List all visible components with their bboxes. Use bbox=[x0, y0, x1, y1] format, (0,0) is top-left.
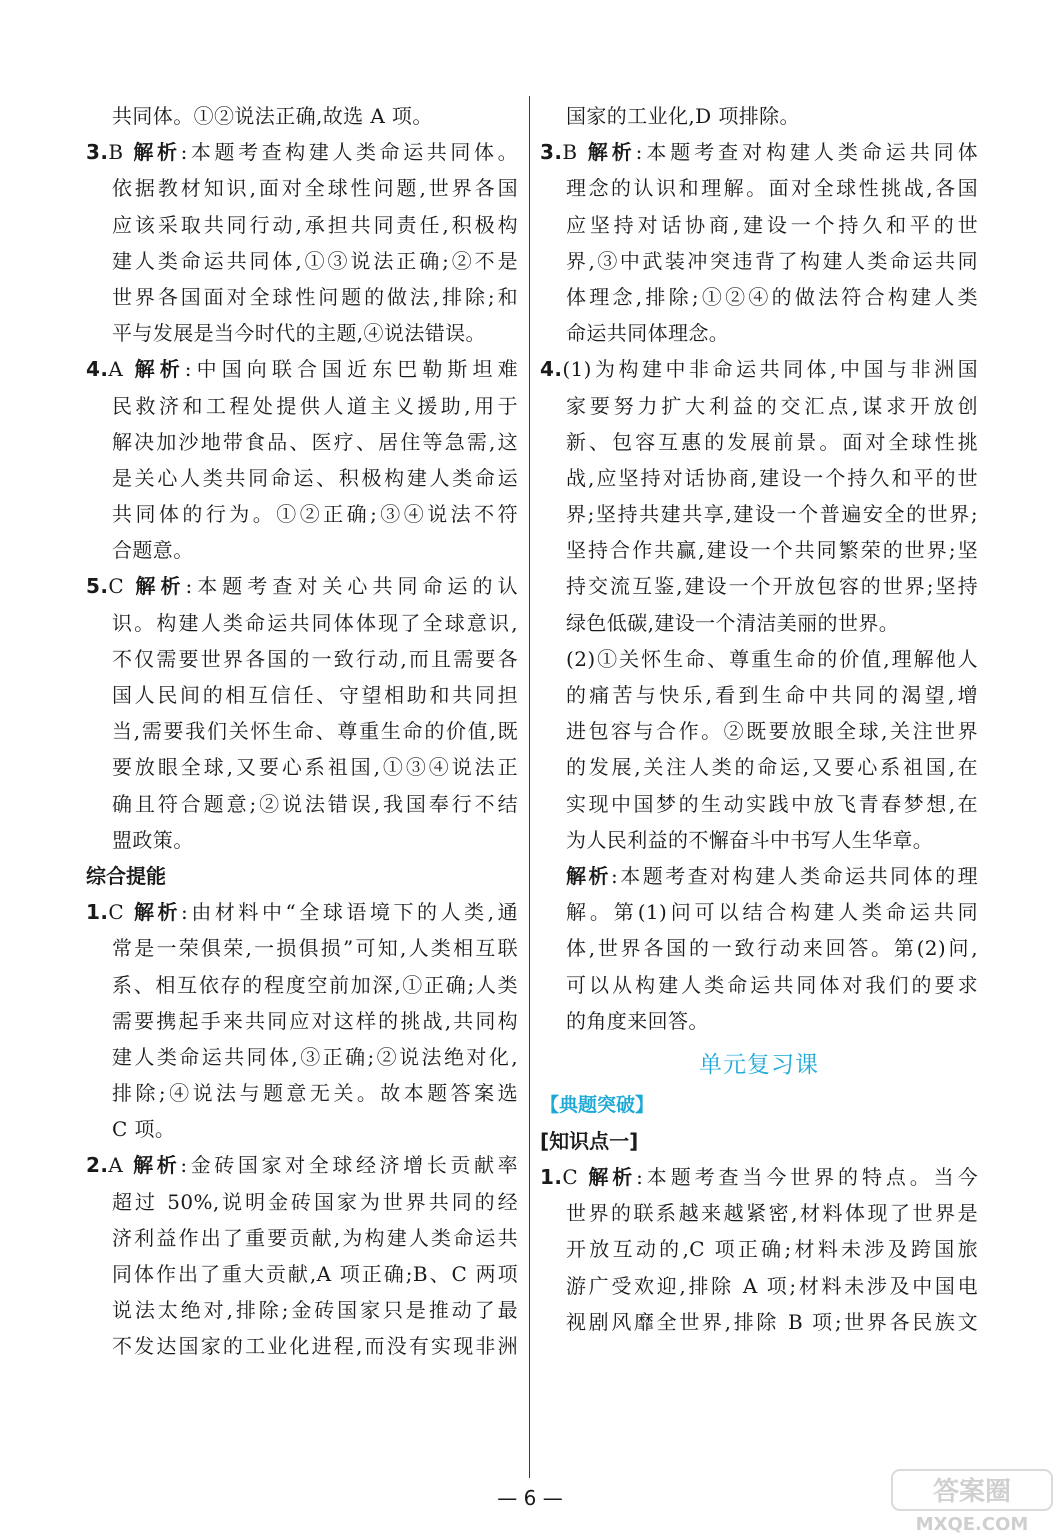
answer-item-4 bbox=[540, 351, 978, 387]
paragraph-line: 家要努力扩大利益的交汇点,谋求开放创 bbox=[566, 393, 978, 418]
analysis-label: 解析 bbox=[133, 140, 181, 165]
answer-item-2 bbox=[86, 1147, 518, 1183]
paragraph-line: 实现中国梦的生动实践中放飞青春梦想,在 bbox=[566, 791, 978, 816]
answer-choice: B bbox=[562, 140, 578, 165]
paragraph-line: 识。构建人类命运共同体体现了全球意识, bbox=[112, 610, 518, 635]
paragraph-line: 应坚持对话协商,建设一个持久和平的世 bbox=[566, 212, 978, 237]
typical-questions-heading: 【典题突破】 bbox=[540, 1093, 655, 1116]
item-number: 4. bbox=[86, 357, 109, 382]
paragraph-line: :本题考查对构建人类命运共同体 bbox=[635, 140, 978, 165]
paragraph-line: 进包容与合作。②既要放眼全球,关注世界 bbox=[566, 719, 978, 744]
paragraph-line: :金砖国家对全球经济增长贡献率 bbox=[180, 1153, 518, 1178]
answer-choice: A bbox=[108, 357, 124, 382]
section-title: 综合提能 bbox=[86, 863, 166, 888]
paragraph-line: 民救济和工程处提供人道主义援助,用于 bbox=[112, 393, 518, 418]
column-divider bbox=[529, 96, 530, 1478]
paragraph-line: 是关心人类共同命运、积极构建人类命运 bbox=[112, 465, 518, 490]
paragraph-line: 世界的联系越来越紧密,材料体现了世界是 bbox=[566, 1201, 978, 1226]
paragraph-line: :本题考查当今世界的特点。当今 bbox=[636, 1165, 978, 1190]
item-number: 1. bbox=[540, 1165, 563, 1190]
analysis-paragraph bbox=[540, 858, 978, 894]
paragraph-line: 需要携起手来共同应对这样的挑战,共同构 bbox=[112, 1008, 518, 1033]
paragraph-line: 解。第(1)问可以结合构建人类命运共同 bbox=[566, 900, 978, 925]
paragraph-line: 战,应坚持对话协商,建设一个持久和平的世 bbox=[566, 465, 978, 490]
paragraph-line: 为人民利益的不懈奋斗中书写人生华章。 bbox=[566, 827, 934, 852]
paragraph-line: 体理念,排除;①②④的做法符合构建人类 bbox=[566, 284, 978, 309]
left-column bbox=[86, 98, 518, 1365]
answer-item-1 bbox=[86, 894, 518, 930]
paragraph-line: 不仅需要世界各国的一致行动,而且需要各 bbox=[112, 646, 518, 671]
analysis-label: 解析 bbox=[134, 357, 185, 382]
item-number: 4. bbox=[540, 357, 563, 382]
paragraph-line: 依据教材知识,面对全球性问题,世界各国 bbox=[112, 176, 518, 201]
paragraph-line: :本题考查对构建人类命运共同体的理 bbox=[610, 863, 978, 888]
watermark-logo bbox=[888, 1468, 1056, 1534]
paragraph-line: 盟政策。 bbox=[112, 827, 194, 852]
item-number: 5. bbox=[86, 574, 109, 599]
paragraph-line: 同体作出了重大贡献,A 项正确;B、C 两项 bbox=[112, 1262, 518, 1286]
paragraph-line: 理念的认识和理解。面对全球性挑战,各国 bbox=[566, 176, 978, 201]
paragraph-line: 超过 50%,说明金砖国家为世界共同的经 bbox=[112, 1189, 518, 1214]
paragraph-line: C 项。 bbox=[112, 1117, 176, 1142]
unit-review-title: 单元复习课 bbox=[699, 1051, 819, 1078]
paragraph-line: 绿色低碳,建设一个清洁美丽的世界。 bbox=[566, 610, 900, 635]
answer-choice: C bbox=[108, 574, 125, 599]
paragraph-line: 建人类命运共同体,③正确;②说法绝对化, bbox=[112, 1044, 518, 1069]
answer-choice: B bbox=[108, 140, 124, 165]
paragraph-line: 坚持合作共赢,建设一个共同繁荣的世界;坚 bbox=[566, 538, 978, 563]
paragraph-line: 济利益作出了重要贡献,为构建人类命运共 bbox=[112, 1225, 518, 1250]
analysis-label: 解析 bbox=[587, 140, 636, 165]
paragraph-line: 持交流互鉴,建设一个开放包容的世界;坚持 bbox=[566, 574, 978, 599]
paragraph-line: 界;坚持共建共享,建设一个普遍安全的世界; bbox=[566, 502, 978, 527]
answer-item-5 bbox=[86, 568, 518, 604]
paragraph-line: 不发达国家的工业化进程,而没有实现非洲 bbox=[112, 1334, 518, 1359]
paragraph-line: 常是一荣俱荣,一损俱损”可知,人类相互联 bbox=[112, 936, 518, 961]
analysis-label: 解析 bbox=[135, 574, 186, 599]
right-column bbox=[540, 98, 978, 1340]
paragraph-line: :中国向联合国近东巴勒斯坦难 bbox=[184, 357, 518, 382]
answer-item-4 bbox=[86, 351, 518, 387]
analysis-label: 解析 bbox=[133, 900, 182, 925]
paragraph-line: 当,需要我们关怀生命、尊重生命的价值,既 bbox=[112, 719, 518, 744]
paragraph-line: (1)为构建中非命运共同体,中国与非洲国 bbox=[562, 357, 978, 382]
paragraph-line: 解决加沙地带食品、医疗、居住等急需,这 bbox=[112, 429, 518, 454]
paragraph-line: 建人类命运共同体,①③说法正确;②不是 bbox=[112, 248, 518, 273]
paragraph-line: 共同体。①②说法正确,故选 A 项。 bbox=[112, 104, 433, 128]
paragraph-line: 合题意。 bbox=[112, 538, 194, 563]
page-number: — 6 — bbox=[497, 1486, 563, 1510]
analysis-label: 解析 bbox=[566, 863, 611, 888]
paragraph-line: 游广受欢迎,排除 A 项;材料未涉及中国电 bbox=[566, 1273, 978, 1298]
answer-choice: C bbox=[108, 900, 125, 925]
watermark-domain: MXQE.COM bbox=[915, 1514, 1029, 1534]
paragraph-line: 确且符合题意;②说法错误,我国奉行不结 bbox=[112, 791, 518, 816]
paragraph-line: 系、相互依存的程度空前加深,①正确;人类 bbox=[112, 972, 518, 997]
paragraph-line: 国人民间的相互信任、守望相助和共同担 bbox=[112, 683, 518, 707]
answer-item-3 bbox=[86, 134, 518, 170]
watermark-text: 答案圈 bbox=[932, 1477, 1012, 1507]
paragraph-line: 世界各国面对全球性问题的做法,排除;和 bbox=[112, 284, 518, 309]
paragraph-line: 可以从构建人类命运共同体对我们的要求 bbox=[566, 972, 978, 997]
paragraph-line: 的角度来回答。 bbox=[566, 1008, 709, 1033]
answer-item-1 bbox=[540, 1159, 978, 1195]
item-number: 2. bbox=[86, 1153, 109, 1178]
item-number: 3. bbox=[540, 140, 563, 165]
paragraph-line: (2)①关怀生命、尊重生命的价值,理解他人 bbox=[566, 646, 978, 671]
analysis-label: 解析 bbox=[133, 1153, 181, 1178]
paragraph-line: :本题考查对关心共同命运的认 bbox=[185, 574, 518, 599]
analysis-label: 解析 bbox=[588, 1165, 637, 1190]
paragraph-line: 国家的工业化,D 项排除。 bbox=[566, 104, 800, 128]
paragraph-line: 的痛苦与快乐,看到生命中共同的渴望,增 bbox=[566, 683, 978, 707]
paragraph-line: 命运共同体理念。 bbox=[566, 321, 730, 346]
item-number: 1. bbox=[86, 900, 109, 925]
paragraph-line: 共同体的行为。①②正确;③④说法不符 bbox=[112, 502, 518, 527]
answer-choice: A bbox=[108, 1153, 124, 1178]
paragraph-line: :本题考查构建人类命运共同体。 bbox=[180, 140, 518, 165]
paragraph-line: 说法太绝对,排除;金砖国家只是推动了最 bbox=[112, 1298, 518, 1323]
paragraph-line: 视剧风靡全世界,排除 B 项;世界各民族文 bbox=[566, 1309, 978, 1334]
paragraph-line: 界,③中武装冲突违背了构建人类命运共同 bbox=[566, 248, 978, 273]
paragraph-line: 体,世界各国的一致行动来回答。第(2)问, bbox=[566, 936, 978, 961]
answer-choice: C bbox=[562, 1165, 579, 1190]
paragraph-line: 开放互动的,C 项正确;材料未涉及跨国旅 bbox=[566, 1237, 978, 1262]
paragraph-line: 平与发展是当今时代的主题,④说法错误。 bbox=[112, 321, 486, 346]
knowledge-point-heading: [知识点一] bbox=[540, 1128, 639, 1153]
paragraph-line: 应该采取共同行动,承担共同责任,积极构 bbox=[112, 212, 518, 237]
paragraph-line: 的发展,关注人类的命运,又要心系祖国,在 bbox=[566, 755, 978, 780]
item-number: 3. bbox=[86, 140, 109, 165]
paragraph-line: :由材料中“全球语境下的人类,通 bbox=[181, 900, 518, 925]
answer-item-3 bbox=[540, 134, 978, 170]
paragraph-line: 排除;④说法与题意无关。故本题答案选 bbox=[112, 1081, 518, 1106]
paragraph-line: 要放眼全球,又要心系祖国,①③④说法正 bbox=[112, 755, 518, 780]
paragraph-line: 新、包容互惠的发展前景。面对全球性挑 bbox=[566, 429, 978, 454]
